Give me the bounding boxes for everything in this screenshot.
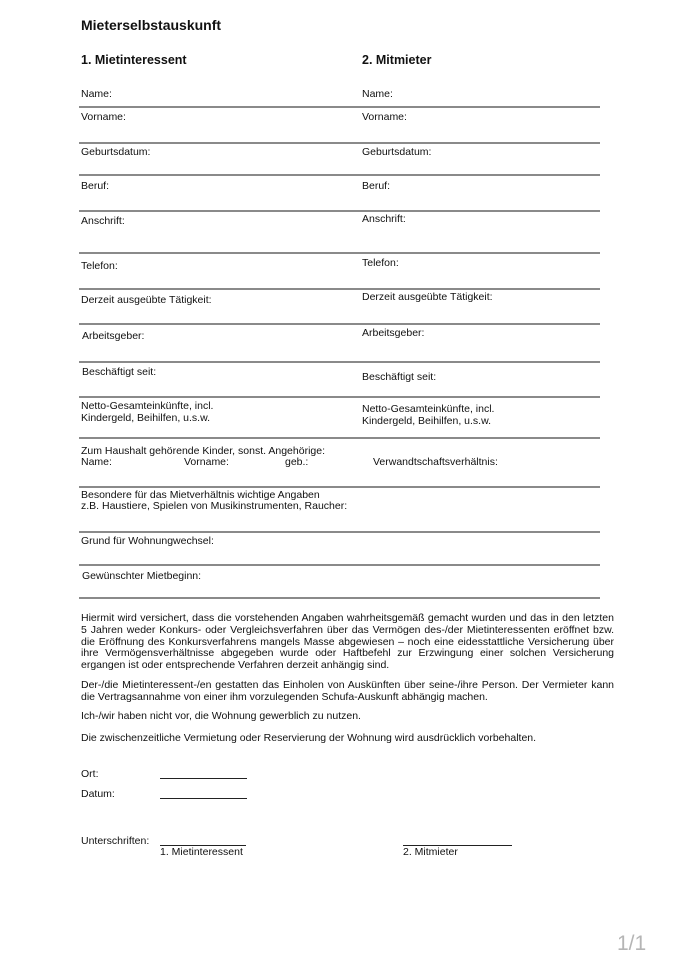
col1-heading: 1. Mietinteressent [81,53,187,67]
usage-paragraph: Ich-/wir haben nicht vor, die Wohnung gewerblich zu nutzen. [81,710,361,722]
label-taetigkeit-1: Derzeit ausgeübte Tätigkeit: [81,294,212,306]
label-netto-2a: Netto-Gesamteinkünfte, incl. [362,403,495,415]
label-name-1: Name: [81,88,112,100]
label-geburtsdatum-1: Geburtsdatum: [81,146,151,158]
label-beschaeftigt-1: Beschäftigt seit: [82,366,157,378]
label-vorname-2: Vorname: [362,111,407,123]
reservation-paragraph: Die zwischenzeitliche Vermietung oder Reservierung der Wohnung wird ausdrücklich vorbehalten. [81,732,537,744]
label-telefon-2: Telefon: [362,257,399,269]
label-verwandtschaft: Verwandtschaftsverhältnis: [373,456,498,468]
label-beruf-1: Beruf: [81,180,110,192]
field-line [79,597,600,599]
signature-caption-1: 1. Mietinteressent [160,846,243,858]
label-household-vorname: Vorname: [184,456,229,468]
field-line [79,564,600,566]
label-netto-1b: Kindergeld, Beihilfen, u.s.w. [81,412,210,424]
label-beschaeftigt-2: Beschäftigt seit: [362,371,437,383]
label-grund: Grund für Wohnungwechsel: [81,535,214,547]
label-netto-2b: Kindergeld, Beihilfen, u.s.w. [362,415,491,427]
field-line [79,396,600,398]
label-arbeitsgeber-1: Arbeitsgeber: [82,330,145,342]
page-indicator: 1/1 [617,932,647,955]
field-line [79,323,600,325]
field-line [79,210,600,212]
label-geburtsdatum-2: Geburtsdatum: [362,146,432,158]
label-household-name: Name: [81,456,112,468]
label-datum: Datum: [81,788,115,800]
label-beruf-2: Beruf: [362,180,391,192]
col2-heading: 2. Mitmieter [362,53,432,67]
label-besondere-2: z.B. Haustiere, Spielen von Musikinstrumenten, Raucher: [81,500,348,512]
label-name-2: Name: [362,88,393,100]
ort-line[interactable] [160,778,247,779]
signature-caption-2: 2. Mitmieter [403,846,458,858]
label-taetigkeit-2: Derzeit ausgeübte Tätigkeit: [362,291,493,303]
label-ort: Ort: [81,768,99,780]
label-household-geb: geb.: [285,456,309,468]
field-line [79,142,600,144]
document-title: Mieterselbstauskunft [81,17,222,33]
field-line [79,531,600,533]
label-mietbeginn: Gewünschter Mietbeginn: [82,570,202,582]
label-anschrift-2: Anschrift: [362,213,406,225]
declaration-paragraph: Hiermit wird versichert, dass die vorstehenden Angaben wahrheitsgemäß gemacht wurden und das in den letzten 5 Jahren weder Konkurs- oder Vergleichsverfahren über das Vermögen des-/der Mietinteressenten eröffnet bzw. die Eröffnung des Konkursverfahrens mangels Masse abgewiesen – noch eine eidesstattliche Versicherung über ihre Vermögensverhältnisse abgegeben wurde oder Haftbefehl zur Erzwingung einer solchen Versicherung ergangen ist oder entsprechende Verfahren derzeit anhängig sind. [81,612,614,672]
label-household: Zum Haushalt gehörende Kinder, sonst. Angehörige: [81,445,325,457]
field-line [79,437,600,439]
field-line [79,486,600,488]
label-arbeitsgeber-2: Arbeitsgeber: [362,327,425,339]
label-telefon-1: Telefon: [81,260,118,272]
label-unterschriften: Unterschriften: [81,835,150,847]
consent-paragraph: Der-/die Mietinteressent-/en gestatten das Einholen von Auskünften über seine-/ihre Person. Der Vermieter kann die Vertragsannahme von einer ihm vorzulegenden Schufa-Auskunft abhängig machen. [81,679,614,703]
label-besondere-1: Besondere für das Mietverhältnis wichtige Angaben [81,489,320,501]
field-line [79,288,600,290]
label-anschrift-1: Anschrift: [81,215,125,227]
field-line [79,252,600,254]
label-netto-1a: Netto-Gesamteinkünfte, incl. [81,400,214,412]
datum-line[interactable] [160,798,247,799]
field-line [79,174,600,176]
label-vorname-1: Vorname: [81,111,126,123]
field-line [79,106,600,108]
field-line [79,361,600,363]
